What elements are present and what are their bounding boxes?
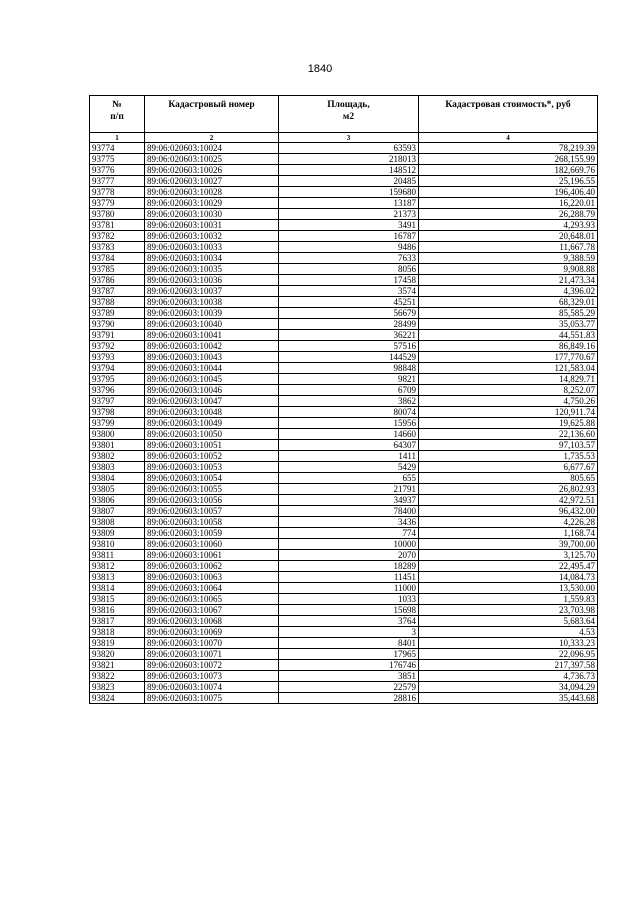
table-row (90, 495, 598, 506)
cadastral-number: 89:06:020603:10060 (145, 539, 279, 550)
area-value: 11451 (279, 572, 419, 583)
cost-value: 25,196.55 (419, 176, 598, 187)
cadastral-number: 89:06:020603:10056 (145, 495, 279, 506)
cost-value: 1,735.53 (419, 451, 598, 462)
table-body (90, 143, 598, 704)
row-number: 93784 (90, 253, 145, 264)
row-number: 93817 (90, 616, 145, 627)
cadastral-number: 89:06:020603:10055 (145, 484, 279, 495)
row-number: 93785 (90, 264, 145, 275)
table-row (90, 176, 598, 187)
cadastral-number: 89:06:020603:10062 (145, 561, 279, 572)
area-value: 3764 (279, 616, 419, 627)
row-number: 93802 (90, 451, 145, 462)
row-number: 93788 (90, 297, 145, 308)
cost-value: 4,293.93 (419, 220, 598, 231)
table-row (90, 352, 598, 363)
cost-value: 8,252.07 (419, 385, 598, 396)
row-number: 93793 (90, 352, 145, 363)
table-row (90, 165, 598, 176)
table-row (90, 286, 598, 297)
cadastral-number: 89:06:020603:10051 (145, 440, 279, 451)
cost-value: 121,583.04 (419, 363, 598, 374)
row-number: 93790 (90, 319, 145, 330)
area-value: 3491 (279, 220, 419, 231)
table-row (90, 374, 598, 385)
row-number: 93800 (90, 429, 145, 440)
table-row (90, 539, 598, 550)
cost-value: 805.65 (419, 473, 598, 484)
cadastral-number: 89:06:020603:10043 (145, 352, 279, 363)
area-value: 144529 (279, 352, 419, 363)
cost-value: 26,802.93 (419, 484, 598, 495)
table-row (90, 506, 598, 517)
cost-value: 182,669.76 (419, 165, 598, 176)
table-row (90, 649, 598, 660)
cadastral-number: 89:06:020603:10070 (145, 638, 279, 649)
table-row (90, 231, 598, 242)
table-row (90, 220, 598, 231)
row-number: 93789 (90, 308, 145, 319)
column-number-row (90, 133, 598, 143)
cadastral-number: 89:06:020603:10058 (145, 517, 279, 528)
cadastral-number: 89:06:020603:10053 (145, 462, 279, 473)
area-value: 10000 (279, 539, 419, 550)
table-row (90, 517, 598, 528)
cost-value: 26,288.79 (419, 209, 598, 220)
cost-value: 4,396.02 (419, 286, 598, 297)
area-value: 5429 (279, 462, 419, 473)
cadastral-number: 89:06:020603:10054 (145, 473, 279, 484)
table-row (90, 660, 598, 671)
table-row (90, 385, 598, 396)
column-number: 4 (419, 133, 598, 143)
cadastral-number: 89:06:020603:10073 (145, 671, 279, 682)
table-row (90, 341, 598, 352)
area-value: 18289 (279, 561, 419, 572)
cost-value: 1,559.83 (419, 594, 598, 605)
column-number: 1 (90, 133, 145, 143)
cost-value: 34,094.29 (419, 682, 598, 693)
area-value: 63593 (279, 143, 419, 154)
row-number: 93809 (90, 528, 145, 539)
cost-value: 14,829.71 (419, 374, 598, 385)
row-number: 93782 (90, 231, 145, 242)
table-row (90, 616, 598, 627)
row-number: 93805 (90, 484, 145, 495)
cadastral-number: 89:06:020603:10068 (145, 616, 279, 627)
row-number: 93796 (90, 385, 145, 396)
cost-value: 20,648.01 (419, 231, 598, 242)
table-row (90, 154, 598, 165)
row-number: 93803 (90, 462, 145, 473)
cost-value: 19,625.88 (419, 418, 598, 429)
cadastral-number: 89:06:020603:10072 (145, 660, 279, 671)
cadastral-number: 89:06:020603:10025 (145, 154, 279, 165)
table-row (90, 473, 598, 484)
area-value: 774 (279, 528, 419, 539)
table-row (90, 308, 598, 319)
cost-value: 97,103.57 (419, 440, 598, 451)
cost-value: 4,750.26 (419, 396, 598, 407)
row-number: 93818 (90, 627, 145, 638)
cost-value: 22,495.47 (419, 561, 598, 572)
row-number: 93823 (90, 682, 145, 693)
area-value: 17458 (279, 275, 419, 286)
area-value: 64307 (279, 440, 419, 451)
table-row (90, 583, 598, 594)
cadastral-number: 89:06:020603:10046 (145, 385, 279, 396)
cadastral-number: 89:06:020603:10033 (145, 242, 279, 253)
area-value: 9486 (279, 242, 419, 253)
cadastral-number: 89:06:020603:10045 (145, 374, 279, 385)
row-number: 93816 (90, 605, 145, 616)
cost-value: 39,700.00 (419, 539, 598, 550)
cost-value: 4,736.73 (419, 671, 598, 682)
table-row (90, 528, 598, 539)
cadastral-number: 89:06:020603:10030 (145, 209, 279, 220)
cadastral-number: 89:06:020603:10063 (145, 572, 279, 583)
row-number: 93824 (90, 693, 145, 704)
header-cadastral-number: Кадастровый номер (145, 96, 279, 133)
area-value: 3 (279, 627, 419, 638)
table-row (90, 275, 598, 286)
header-num-line2: п/п (110, 112, 124, 122)
cadastral-number: 89:06:020603:10036 (145, 275, 279, 286)
cost-value: 5,683.64 (419, 616, 598, 627)
header-area (279, 96, 419, 133)
cadastral-number: 89:06:020603:10048 (145, 407, 279, 418)
cadastral-number: 89:06:020603:10067 (145, 605, 279, 616)
cost-value: 85,585.29 (419, 308, 598, 319)
area-value: 1411 (279, 451, 419, 462)
header-num (90, 96, 145, 133)
area-value: 655 (279, 473, 419, 484)
row-number: 93777 (90, 176, 145, 187)
area-value: 21373 (279, 209, 419, 220)
table-row (90, 198, 598, 209)
cost-value: 11,667.78 (419, 242, 598, 253)
table-row (90, 671, 598, 682)
area-value: 8056 (279, 264, 419, 275)
column-number: 2 (145, 133, 279, 143)
cadastral-number: 89:06:020603:10024 (145, 143, 279, 154)
cost-value: 14,084.73 (419, 572, 598, 583)
area-value: 3851 (279, 671, 419, 682)
cadastral-table (89, 95, 598, 704)
area-value: 20485 (279, 176, 419, 187)
table-row (90, 253, 598, 264)
table-row (90, 143, 598, 154)
area-value: 36221 (279, 330, 419, 341)
row-number: 93797 (90, 396, 145, 407)
row-number: 93792 (90, 341, 145, 352)
cost-value: 10,333.23 (419, 638, 598, 649)
area-value: 159680 (279, 187, 419, 198)
row-number: 93799 (90, 418, 145, 429)
cadastral-number: 89:06:020603:10037 (145, 286, 279, 297)
row-number: 93780 (90, 209, 145, 220)
cost-value: 44,551.83 (419, 330, 598, 341)
cadastral-number: 89:06:020603:10065 (145, 594, 279, 605)
cost-value: 3,125.70 (419, 550, 598, 561)
area-value: 3862 (279, 396, 419, 407)
cost-value: 42,972.51 (419, 495, 598, 506)
row-number: 93779 (90, 198, 145, 209)
table-row (90, 407, 598, 418)
row-number: 93813 (90, 572, 145, 583)
table-row (90, 605, 598, 616)
row-number: 93822 (90, 671, 145, 682)
row-number: 93794 (90, 363, 145, 374)
row-number: 93815 (90, 594, 145, 605)
cadastral-number: 89:06:020603:10041 (145, 330, 279, 341)
table-header (90, 96, 598, 143)
cost-value: 177,770.67 (419, 352, 598, 363)
area-value: 28816 (279, 693, 419, 704)
cost-value: 21,473.34 (419, 275, 598, 286)
cost-value: 6,677.67 (419, 462, 598, 473)
table-row (90, 484, 598, 495)
cadastral-number: 89:06:020603:10074 (145, 682, 279, 693)
cadastral-number: 89:06:020603:10059 (145, 528, 279, 539)
cadastral-number: 89:06:020603:10042 (145, 341, 279, 352)
cost-value: 35,053.77 (419, 319, 598, 330)
area-value: 78400 (279, 506, 419, 517)
row-number: 93819 (90, 638, 145, 649)
table-row (90, 440, 598, 451)
cadastral-number: 89:06:020603:10057 (145, 506, 279, 517)
row-number: 93804 (90, 473, 145, 484)
area-value: 34937 (279, 495, 419, 506)
area-value: 176746 (279, 660, 419, 671)
cadastral-number: 89:06:020603:10071 (145, 649, 279, 660)
area-value: 17965 (279, 649, 419, 660)
cost-value: 22,136.60 (419, 429, 598, 440)
row-number: 93781 (90, 220, 145, 231)
cadastral-number: 89:06:020603:10038 (145, 297, 279, 308)
area-value: 218013 (279, 154, 419, 165)
row-number: 93786 (90, 275, 145, 286)
cadastral-number: 89:06:020603:10061 (145, 550, 279, 561)
row-number: 93787 (90, 286, 145, 297)
row-number: 93795 (90, 374, 145, 385)
cadastral-number: 89:06:020603:10028 (145, 187, 279, 198)
cadastral-number: 89:06:020603:10075 (145, 693, 279, 704)
table-row (90, 319, 598, 330)
cadastral-number: 89:06:020603:10064 (145, 583, 279, 594)
row-number: 93783 (90, 242, 145, 253)
cadastral-number: 89:06:020603:10029 (145, 198, 279, 209)
cost-value: 23,703.98 (419, 605, 598, 616)
header-cadastral-cost: Кадастровая стоимость*, руб (419, 96, 598, 133)
cost-value: 196,406.40 (419, 187, 598, 198)
area-value: 22579 (279, 682, 419, 693)
table-row (90, 330, 598, 341)
cost-value: 4,226.28 (419, 517, 598, 528)
page-number: 1840 (307, 63, 333, 75)
cost-value: 78,219.39 (419, 143, 598, 154)
table-row (90, 363, 598, 374)
table-row (90, 594, 598, 605)
area-value: 13187 (279, 198, 419, 209)
area-value: 28499 (279, 319, 419, 330)
area-value: 16787 (279, 231, 419, 242)
table-row (90, 682, 598, 693)
row-number: 93821 (90, 660, 145, 671)
cadastral-number: 89:06:020603:10069 (145, 627, 279, 638)
table-row (90, 187, 598, 198)
row-number: 93806 (90, 495, 145, 506)
row-number: 93776 (90, 165, 145, 176)
cost-value: 35,443.68 (419, 693, 598, 704)
cadastral-number: 89:06:020603:10040 (145, 319, 279, 330)
cost-value: 120,911.74 (419, 407, 598, 418)
cadastral-number: 89:06:020603:10035 (145, 264, 279, 275)
row-number: 93807 (90, 506, 145, 517)
area-value: 57516 (279, 341, 419, 352)
cost-value: 16,220.01 (419, 198, 598, 209)
row-number: 93812 (90, 561, 145, 572)
cadastral-number: 89:06:020603:10049 (145, 418, 279, 429)
area-value: 80074 (279, 407, 419, 418)
row-number: 93775 (90, 154, 145, 165)
table-row (90, 264, 598, 275)
table-row (90, 693, 598, 704)
header-area-line1: Площадь, (327, 100, 370, 110)
cost-value: 13,530.00 (419, 583, 598, 594)
cost-value: 68,329.01 (419, 297, 598, 308)
cadastral-number: 89:06:020603:10052 (145, 451, 279, 462)
area-value: 98848 (279, 363, 419, 374)
column-number: 3 (279, 133, 419, 143)
area-value: 1033 (279, 594, 419, 605)
cadastral-number: 89:06:020603:10034 (145, 253, 279, 264)
cadastral-number: 89:06:020603:10039 (145, 308, 279, 319)
area-value: 9821 (279, 374, 419, 385)
table-row (90, 297, 598, 308)
cost-value: 22,096.95 (419, 649, 598, 660)
area-value: 56679 (279, 308, 419, 319)
table-row (90, 627, 598, 638)
cadastral-number: 89:06:020603:10047 (145, 396, 279, 407)
table-row (90, 638, 598, 649)
cost-value: 217,397.58 (419, 660, 598, 671)
row-number: 93820 (90, 649, 145, 660)
cadastral-number: 89:06:020603:10044 (145, 363, 279, 374)
area-value: 2070 (279, 550, 419, 561)
area-value: 21791 (279, 484, 419, 495)
table-row (90, 209, 598, 220)
row-number: 93801 (90, 440, 145, 451)
cadastral-number: 89:06:020603:10026 (145, 165, 279, 176)
row-number: 93810 (90, 539, 145, 550)
cost-value: 96,432.00 (419, 506, 598, 517)
area-value: 45251 (279, 297, 419, 308)
cost-value: 4.53 (419, 627, 598, 638)
cost-value: 86,849.16 (419, 341, 598, 352)
cost-value: 1,168.74 (419, 528, 598, 539)
table-row (90, 242, 598, 253)
area-value: 148512 (279, 165, 419, 176)
area-value: 11000 (279, 583, 419, 594)
table-row (90, 396, 598, 407)
area-value: 14660 (279, 429, 419, 440)
table-row (90, 418, 598, 429)
row-number: 93798 (90, 407, 145, 418)
cadastral-number: 89:06:020603:10050 (145, 429, 279, 440)
row-number: 93814 (90, 583, 145, 594)
row-number: 93774 (90, 143, 145, 154)
area-value: 7633 (279, 253, 419, 264)
cadastral-number: 89:06:020603:10027 (145, 176, 279, 187)
table-row (90, 462, 598, 473)
cadastral-number: 89:06:020603:10032 (145, 231, 279, 242)
area-value: 15956 (279, 418, 419, 429)
header-row (90, 96, 598, 133)
cost-value: 9,388.59 (419, 253, 598, 264)
header-area-line2: м2 (342, 112, 355, 122)
row-number: 93808 (90, 517, 145, 528)
row-number: 93791 (90, 330, 145, 341)
cadastral-number: 89:06:020603:10031 (145, 220, 279, 231)
area-value: 3574 (279, 286, 419, 297)
table-row (90, 451, 598, 462)
cost-value: 268,155.99 (419, 154, 598, 165)
row-number: 93811 (90, 550, 145, 561)
table-row (90, 561, 598, 572)
area-value: 15698 (279, 605, 419, 616)
row-number: 93778 (90, 187, 145, 198)
table-row (90, 572, 598, 583)
table-row (90, 429, 598, 440)
area-value: 8401 (279, 638, 419, 649)
area-value: 3436 (279, 517, 419, 528)
cost-value: 9,908.88 (419, 264, 598, 275)
header-num-line1: № (112, 100, 122, 110)
table-row (90, 550, 598, 561)
area-value: 6709 (279, 385, 419, 396)
